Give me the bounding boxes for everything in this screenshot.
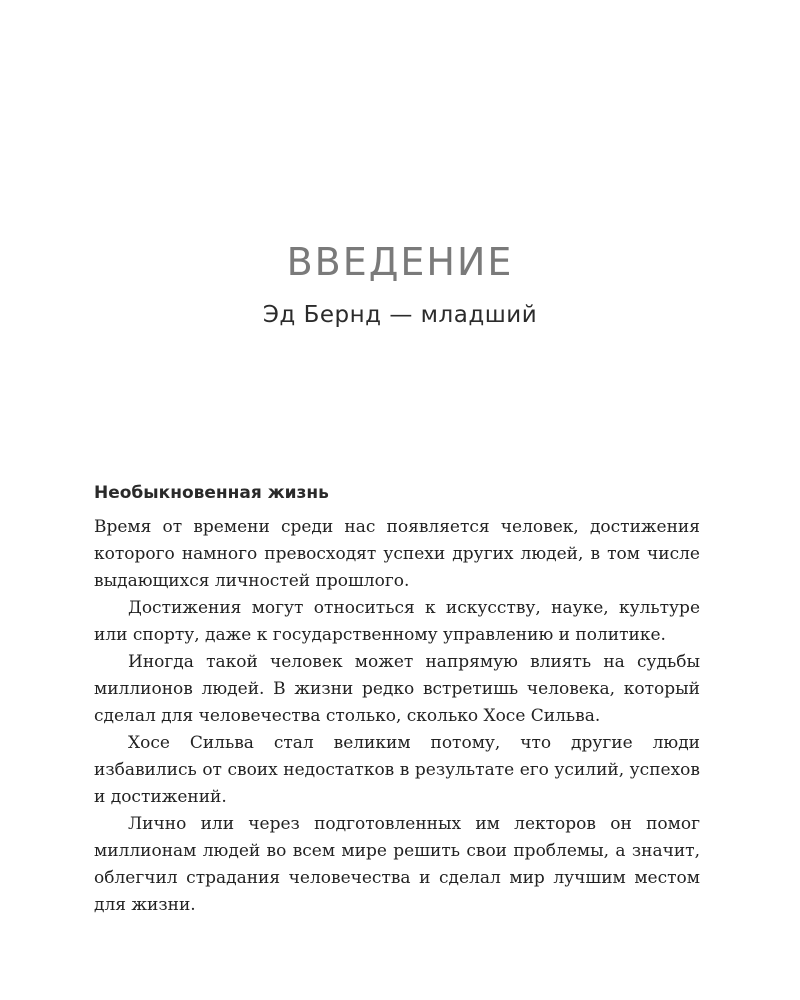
paragraph-5: Лично или через подготовленных им лекторов он помог миллионам людей во всем мире решить свои проблемы, а значит, облегчил страдания человечества и сделал мир лучшим местом для жизни. (94, 814, 700, 915)
chapter-author: Эд Бернд — младший (262, 302, 538, 328)
section-heading: Необыкновенная жизнь (94, 483, 329, 503)
paragraph-2: Достижения могут относиться к искусству, науке, культуре или спорту, даже к государственному управлению и политике. (94, 598, 700, 645)
section (94, 480, 700, 919)
chapter-title: ВВЕДЕНИЕ (286, 240, 514, 284)
paragraph-3: Иногда такой человек может напрямую влиять на судьбы миллионов людей. В жизни редко встретишь человека, который сделал для человечества столько, сколько Хосе Сильва. (94, 652, 700, 726)
paragraph-4: Хосе Сильва стал великим потому, что другие люди избавились от своих недостатков в результате его усилий, успехов и достижений. (94, 733, 700, 807)
paragraph-1: Время от времени среди нас появляется человек, достижения которого намного превосходят успехи других людей, в том числе выдающихся личностей прошлого. (94, 517, 700, 591)
